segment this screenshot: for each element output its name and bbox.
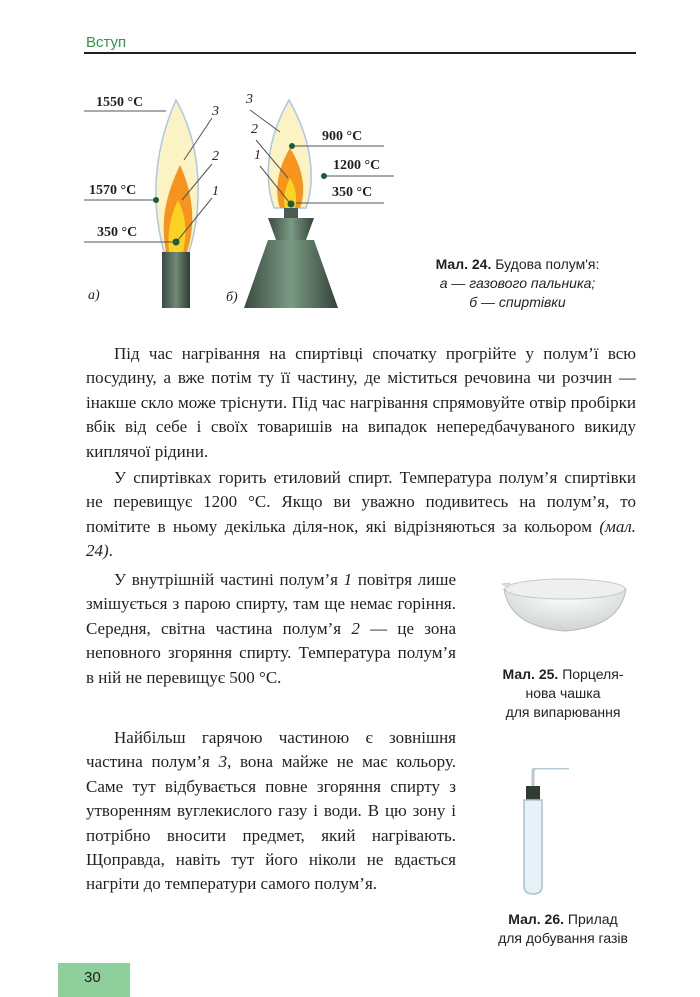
temp-label: 350 °С [97,225,138,240]
section-title: Вступ [86,34,127,51]
page-number: 30 [58,963,130,997]
paragraph: Під час нагрівання на спиртівці спочатку прогрійте у полум’ї всю посудину, а вже потім ту її частину, де міститься речовина чи розчин — інакше скло може тріснути. Під час нагрівання спрямовуйте отвір пробірки вбік від себе і своїх товаришів на випадок непередбачуваного викиду киплячої рідини. [86,344,636,461]
temp-label: 1200 °С [333,158,381,173]
temp-label: 350 °С [332,185,373,200]
figure-part-label: б) [226,290,238,305]
paragraph: Найбільш гарячою частиною є зовнішня частина полум’я 3, вона майже не має кольору. Саме тут відбувається повне згоряння спирту з утворенням вуглекислого газу і води. В цю зону і потрібно вносити предмет, який нагрівають. Щоправда, навіть тут його ніколи не вдається нагріти до температури самого полум’я. [86,728,457,894]
figure-25-caption: Мал. 25. Порцеля- нова чашка для випарювання [502,666,624,720]
zone-number: 1 [254,148,261,163]
zone-number: 2 [251,122,258,137]
temp-label: 900 °С [322,129,363,144]
figure-part-label: а) [88,288,100,303]
temp-label: 1570 °С [89,183,137,198]
gas-burner-flame [156,100,198,308]
figure-26-caption: Мал. 26. Прилад для добування газів [498,911,628,946]
porcelain-dish-image [500,575,630,635]
paragraph: У спиртівках горить етиловий спирт. Температура полум’я спиртівки не перевищує 1200 °С. Якщо ви уважно подивитесь на полум’я, то помітите в ньому декілька діля-нок, які відрізняються за кольором (мал. 24). [86,468,637,561]
zone-number: 3 [212,104,219,119]
temp-label: 1550 °С [96,95,144,110]
zone-number: 2 [212,149,219,164]
zone-number: 3 [246,92,253,107]
header-divider [84,52,636,54]
zone-number: 1 [212,184,219,199]
figure-24-caption: Мал. 24. Будова полум'я: а — газового пальника; б — спиртівки [435,256,600,310]
paragraph: У внутрішній частині полум’я 1 повітря лише змішується з парою спирту, там ще немає горіння. Середня, світна частина полум’я 2 — це зона неповного згоряння спирту. Температура полум’я в ній не перевищує 500 °С. [86,570,457,687]
gas-apparatus-image [505,768,575,898]
